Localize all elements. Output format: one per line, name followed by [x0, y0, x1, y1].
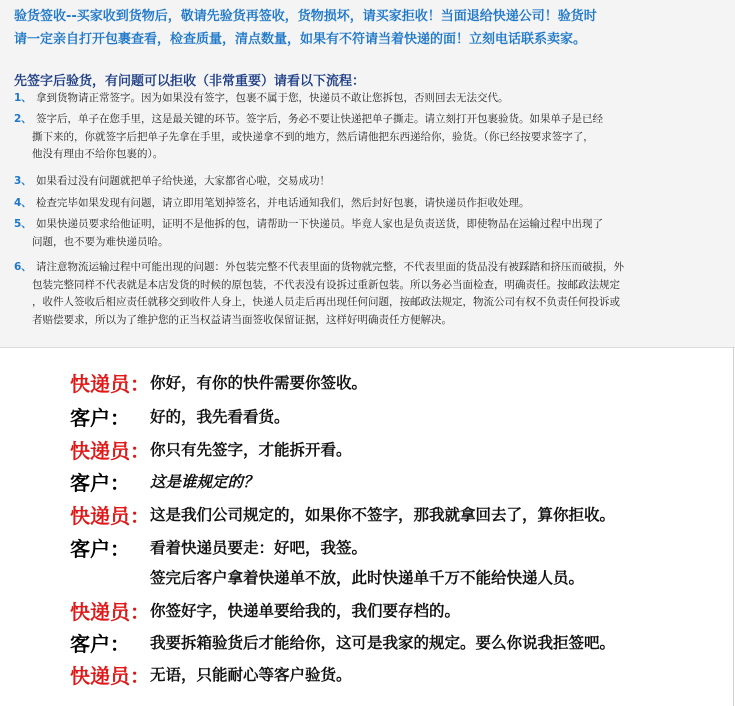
- utterance: 你只有先签字，才能拆开看。: [150, 440, 352, 459]
- step-text: 撕下来的，你就签字后把单子先拿在手里，或快递拿不到的地方，然后请他把东西递给你，验货。（你已经按要求签字了，: [32, 130, 594, 143]
- dialog-line: [70, 499, 615, 529]
- step-number: 3、: [14, 175, 32, 187]
- note-text: 签完后客户拿着快递单不放，此时快递单千万不能给快递人员。: [150, 568, 585, 587]
- step-text: 检查完毕如果发现有问题，请立即用笔划掉签名，并电话通知我们，然后封好包裹，请快递员作拒收处理。: [36, 197, 530, 209]
- dialog-line: [70, 434, 352, 464]
- step-text: 签字后，单子在您手里，这是最关键的环节。签字后，务必不要让快递把单子撕走。请立刻打开包裹验货。如果单子是已经: [36, 113, 603, 125]
- step-text: 他没有理由不给你包裹的）。: [32, 148, 164, 160]
- speaker-label: 快递员：: [70, 371, 150, 396]
- dialog-line: [70, 401, 290, 431]
- step-text: 如果快递员要求给他证明，证明不是他拆的包，请帮助一下快递员。毕竟人家也是负责送货，即使物品在运输过程中出现了: [36, 218, 603, 230]
- dialog-line: [70, 367, 367, 397]
- step-4: [14, 195, 530, 213]
- notice-panel: [0, 0, 735, 348]
- dialog-line: [70, 595, 460, 625]
- process-subhead: 先签字后验货，有问题可以拒收（非常重要）请看以下流程：: [14, 74, 366, 89]
- step-text: 如果看过没有问题就把单子给快递，大家都省心啦，交易成功！: [36, 175, 330, 187]
- step-number: 5、: [14, 218, 32, 230]
- step-number: 1、: [14, 92, 32, 104]
- step-5: [14, 216, 603, 251]
- speaker-label: 客户：: [70, 631, 130, 656]
- step-number: 6、: [14, 261, 32, 273]
- step-text: 问题，也不要为难快递员哈。: [32, 235, 169, 248]
- dialog-line: [70, 466, 259, 496]
- speaker-label: 快递员：: [70, 438, 150, 463]
- speaker-label: 客户：: [70, 470, 130, 495]
- utterance: 看着快递员要走：好吧，我签。: [150, 538, 368, 557]
- step-text: 拿到货物请正常签字。因为如果没有签字，包裹不属于您，快递员不敢让您拆包，否则回去无法交代。: [36, 92, 509, 104]
- utterance: 无语，只能耐心等客户验货。: [150, 665, 352, 684]
- utterance: 这是我们公司规定的，如果你不签字，那我就拿回去了，算你拒收。: [150, 505, 616, 524]
- utterance: 好的，我先看看货。: [150, 407, 290, 426]
- dialog-line: [70, 532, 367, 562]
- utterance: 这是谁规定的？: [150, 472, 259, 491]
- utterance: 你好，有你的快件需要你签收。: [150, 373, 368, 392]
- dialog-line: [70, 627, 615, 657]
- step-text: 包装完整同样不代表就是本店发货的时候的原包装，不代表没有设拆过重新包装。所以务必当面检查，明确责任。按邮政法规定: [32, 278, 620, 291]
- utterance: 你签好字，快递单要给我的，我们要存档的。: [150, 601, 461, 620]
- notice-headline-2: 请一定亲自打开包裹查看，检查质量，清点数量，如果有不符请当着快递的面！立刻电话联系卖家。: [14, 32, 587, 47]
- step-number: 4、: [14, 197, 32, 209]
- speaker-label: 客户：: [70, 536, 130, 561]
- dialog-line: [70, 659, 352, 689]
- step-number: 2、: [14, 113, 32, 125]
- speaker-label: 快递员：: [70, 663, 150, 688]
- notice-headline-1: 验货签收--买家收到货物后，敬请先验货再签收，货物损坏，请买家拒收！当面退给快递公司！验货时: [14, 9, 597, 24]
- step-text: 者赔偿要求，所以为了维护您的正当权益请当面签收保留证据，这样好明确责任方便解决。: [32, 313, 452, 326]
- speaker-label: 客户：: [70, 405, 130, 430]
- step-1: [14, 90, 509, 108]
- step-3: [14, 173, 330, 191]
- step-6: [14, 259, 624, 329]
- step-text: ，收件人签收后相应责任就移交到收件人身上，快递人员走后再出现任何问题，按邮政法规定，物流公司有权不负责任何投诉或: [32, 296, 620, 308]
- step-2: [14, 111, 603, 164]
- step-text: 请注意物流运输过程中可能出现的问题：外包装完整不代表里面的货物就完整，不代表里面的货品没有被踩踏和挤压而破损，外: [36, 261, 624, 273]
- speaker-label: 快递员：: [70, 503, 150, 528]
- utterance: 我要拆箱验货后才能给你，这可是我家的规定。要么你说我拒签吧。: [150, 633, 616, 652]
- divider: [733, 347, 734, 706]
- speaker-label: 快递员：: [70, 599, 150, 624]
